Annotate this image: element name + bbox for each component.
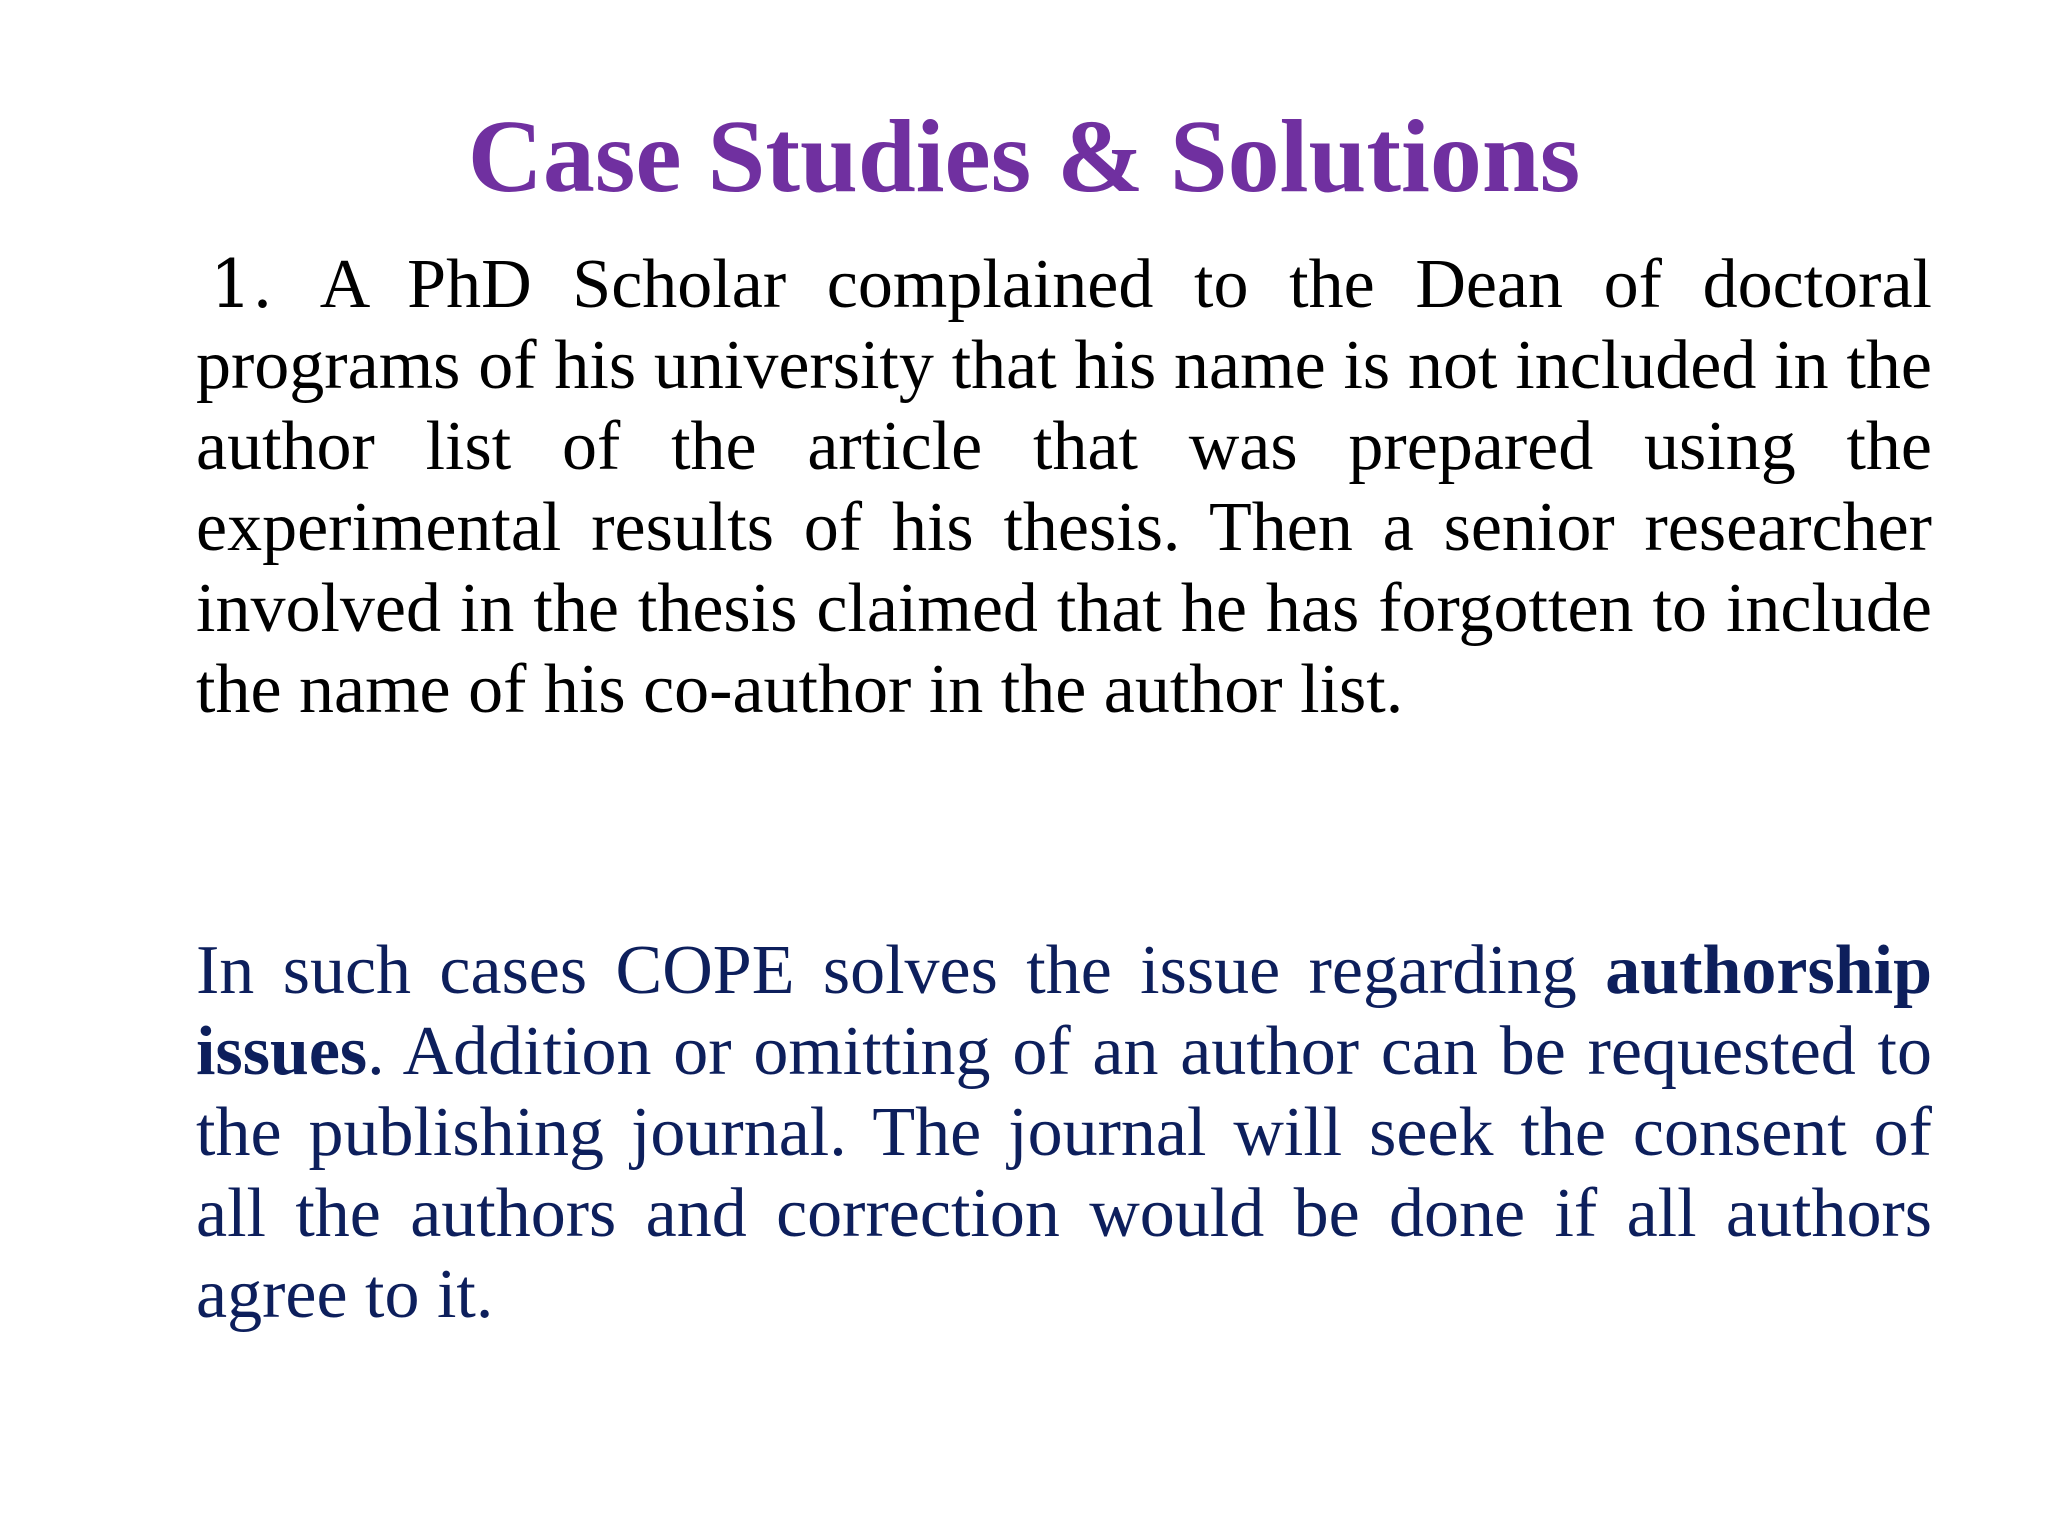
case-number: 1. — [210, 246, 273, 323]
solution-lead: In such cases COPE solves the issue regarding — [196, 932, 1577, 1009]
solution-rest: . Addition or omitting of an author can be requested to the publishing journal. The journal will seek the consent of all the authors and correction would be done if all authors agree to it. — [196, 1013, 1932, 1333]
solution-bold-term: authorship issues — [196, 932, 1933, 1090]
case-study-paragraph — [196, 244, 1932, 730]
solution-paragraph — [196, 930, 1932, 1335]
case-text: A PhD Scholar complained to the Dean of doctoral programs of his university that his name is not included in the author list of the article that was prepared using the experimental results of his thesis. Then a senior researcher involved in the thesis claimed that he has forgotten to include the name of his co-author in the author list. — [196, 246, 1932, 728]
slide-title: Case Studies & Solutions — [467, 99, 1581, 214]
